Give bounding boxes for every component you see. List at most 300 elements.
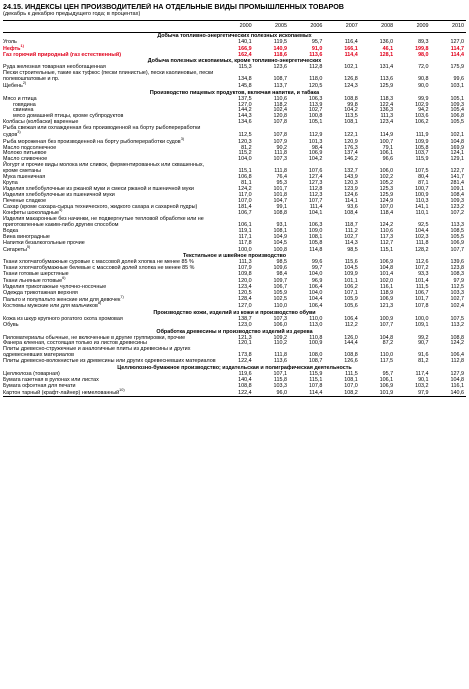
value-cell: 116,1 [380,283,394,290]
value-cell: 100,7 [379,138,394,145]
value-cell: 108,4 [344,210,358,217]
value-cell: 144,4 [344,340,358,347]
row-label-text: Газ горючий природный (газ естественный) [3,51,121,58]
value-cell: 118,4 [380,210,394,217]
value-cell: 111,2 [345,227,358,234]
value-cell: 107,3 [273,315,287,322]
value-cell: 112,7 [380,239,394,246]
value-cell: 140,4 [238,376,252,383]
value-cell: 102,7 [450,296,464,303]
value-cell: 87,2 [382,340,394,347]
value-cell: 127,4 [308,174,323,181]
value-cell: 181,4 [238,203,252,210]
value-cell: 115,6 [344,259,358,266]
value-cell: 115,3 [238,64,252,71]
value-cell: 91,0 [311,45,323,52]
value-cell: 101,7 [415,296,429,303]
value-cell: 110,2 [273,340,287,347]
value-cell: 46,1 [382,45,394,52]
value-cell: 107,2 [415,265,429,272]
value-cell: 98,4 [311,144,323,151]
value-cell: 99,9 [418,95,429,102]
value-cell: 123,4 [379,119,394,126]
value-cell: 113,6 [380,76,394,83]
value-cell: 134,6 [238,119,252,126]
value-cell: 107,5 [415,168,429,175]
row-label-text: Руда железная товарная необогащенная [3,64,106,71]
value-cell: 136,0 [379,38,394,45]
value-cell: 104,9 [273,233,287,240]
value-cell: 102,7 [308,107,323,114]
value-cell: 108,1 [344,119,358,126]
value-cell: 109,3 [450,197,464,204]
value-cell: 104,4 [415,227,429,234]
value-cell: 90,1 [418,376,429,383]
value-cell: 120,1 [238,340,252,347]
value-cell: 99,7 [311,265,323,272]
value-cell: 112,2 [344,321,358,328]
value-cell: 136,3 [379,107,394,114]
value-cell: 125,9 [379,82,394,89]
row-label-text: Бумага офсетная для печати [3,382,76,389]
row-label-text: Мука пшеничная [3,174,46,181]
value-cell: 104,5 [273,239,287,246]
value-cell: 87,1 [418,179,429,186]
table-row [3,139,466,146]
table-row [3,83,466,90]
value-cell: 141,1 [415,203,429,210]
value-cell: 81,1 [241,179,252,186]
value-cell: 96,9 [311,277,323,284]
value-cell: 108,5 [450,227,464,234]
table-row [3,390,466,397]
value-cell: 120,5 [238,289,252,296]
value-cell: 120,5 [308,82,323,89]
value-cell: 103,3 [273,382,287,389]
value-cell: 104,0 [308,289,323,296]
value-cell: 139,6 [450,259,464,266]
value-cell: 98,0 [418,51,429,58]
value-cell: 103,1 [450,82,464,89]
value-cell: 120,8 [273,113,287,120]
section-heading: Целлюлозно-бумажное производство; издательская и полиграфическая деятельность [117,365,352,372]
row-label-text: Сигареты [3,246,27,253]
value-cell: 106,7 [415,289,429,296]
value-cell: 104,0 [238,156,252,163]
footnote-marker: 8) [97,301,102,306]
value-cell: 101,4 [415,277,429,284]
value-cell: 90,8 [418,76,429,83]
value-cell: 104,8 [450,138,464,145]
row-label-text: Рыба свежая или охлажденная без производенной на борту рыбопереработки судов [3,125,201,138]
value-cell: 116,1 [450,382,464,389]
row-label-text: Крупа [3,179,18,186]
value-cell: 100,7 [415,185,429,192]
value-cell: 114,8 [309,246,323,253]
value-cell: 80,4 [418,174,429,181]
row-label-text: Пальто и полупальто женские или для девочек [3,296,121,303]
value-cell: 111,8 [415,239,429,246]
value-cell: 106,2 [344,283,358,290]
value-cell: 127,0 [238,303,252,310]
value-cell: 102,4 [450,303,464,310]
value-cell: 138,7 [238,315,252,322]
value-cell: 106,3 [308,222,323,229]
row-label-text: Кожа из шкур крупного рогатого скота хромовая [3,315,123,322]
value-cell: 127,3 [308,179,323,186]
value-cell: 106,4 [308,283,323,290]
value-cell: 123,0 [238,321,252,328]
value-cell: 114,1 [344,197,358,204]
value-cell: 98,5 [347,246,358,253]
value-cell: 72,0 [418,64,429,71]
value-cell: 104,5 [344,265,358,272]
value-cell: 109,9 [415,138,429,145]
value-cell: 107,8 [308,382,323,389]
value-cell: 122,4 [238,358,252,365]
value-cell: 109,6 [273,265,287,272]
value-cell: 117,3 [380,233,394,240]
value-cell: 104,1 [308,210,323,217]
value-cell: 107,6 [308,168,323,175]
value-cell: 106,1 [379,150,394,157]
value-cell: 140,9 [273,45,287,52]
row-label-text: Обувь [3,321,19,328]
value-cell: 100,8 [308,113,323,120]
value-cell: 108,8 [273,210,287,217]
value-cell: 106,4 [450,352,464,359]
value-cell: 106,9 [379,259,394,266]
value-cell: 107,1 [344,289,358,296]
value-cell: 117,1 [238,233,252,240]
value-cell: 99,6 [453,76,464,83]
value-cell: 109,0 [308,227,323,234]
year-header: 2008 [360,21,395,33]
value-cell: 106,9 [379,382,394,389]
value-cell: 122,7 [450,168,464,175]
row-label-text: Напитки безалкогольные прочие [3,239,85,246]
value-cell: 104,8 [450,376,464,383]
value-cell: 127,9 [450,371,464,378]
value-cell: 114,3 [344,239,358,246]
value-cell: 116,4 [344,38,358,45]
value-cell: 76,4 [276,174,287,181]
value-cell: 173,8 [238,352,252,359]
value-cell: 113,6 [309,51,323,58]
value-cell: 109,1 [415,321,429,328]
value-cell: 117,5 [380,358,394,365]
value-cell: 107,0 [379,203,394,210]
value-cell: 110,0 [309,315,323,322]
value-cell: 169,9 [450,144,464,151]
value-cell: 105,9 [273,289,287,296]
row-label-text: Пески строительные, такие как туфкос (пески плинистые), пески каолиновые, пески полевошпатовые и пр. [3,70,214,83]
value-cell: 106,7 [273,283,287,290]
value-cell: 115,2 [238,150,252,157]
value-cell: 137,5 [238,95,252,102]
value-cell: 106,0 [273,321,287,328]
value-cell: 111,5 [345,371,358,378]
value-cell: 113,2 [450,321,464,328]
value-cell: 119,5 [273,38,287,45]
row-label-text: Колбасы (колбаски) варенные [3,119,79,126]
value-cell: 124,2 [238,185,252,192]
value-cell: 108,7 [273,76,287,83]
value-cell: 119,1 [238,227,252,234]
value-cell: 140,6 [431,390,466,397]
row-label-text: Молоко питьевое [3,150,47,157]
value-cell: 94,2 [418,107,429,114]
value-cell: 102,5 [273,296,287,303]
value-cell: 106,9 [308,150,323,157]
row-label-text: Сахар (кроме сахара-сырца технического, жидкого сахара и сахарной пудры) [3,203,198,210]
value-cell: 281,4 [450,179,464,186]
value-cell: 129,1 [450,156,464,163]
value-cell: 101,8 [273,191,287,198]
value-cell: 124,1 [450,150,464,157]
value-cell: 109,3 [450,101,464,108]
value-cell: 120,3 [344,179,358,186]
row-label-text: Изделия хлебобулочные из ржаной муки и смеси ржаной и пшеничной муки [3,185,194,192]
value-cell: 134,8 [238,76,252,83]
value-cell: 81,2 [418,358,429,365]
value-cell: 110,3 [415,197,429,204]
value-cell: 123,6 [273,64,287,71]
value-cell: 107,0 [238,197,252,204]
value-cell: 118,6 [273,51,287,58]
row-label-text: Ткани льняные готовые [3,277,63,284]
value-cell: 128,4 [238,296,252,303]
value-cell: 112,8 [309,185,323,192]
value-cell: 104,4 [308,296,323,303]
value-cell: 106,1 [379,376,394,383]
value-cell: 112,5 [450,283,464,290]
section-heading: Обработка древесины и производство изделий из дерева [156,328,313,335]
row-label-text: Рыба мороженая без производенной на борту рыбопереработки судов [3,138,181,145]
value-cell: 95,7 [311,38,323,45]
table-body [3,33,466,397]
value-cell: 107,8 [273,119,287,126]
value-cell: 102,9 [415,101,429,108]
value-cell: 123,8 [450,265,464,272]
value-cell: 103,6 [415,113,429,120]
value-cell: 128,2 [415,246,429,253]
value-cell: 101,9 [360,390,395,397]
value-cell: 114,4 [289,390,324,397]
value-cell: 105,9 [344,296,358,303]
header-label-cell [3,21,218,33]
value-cell: 112,9 [309,131,323,138]
year-header: 2007 [324,21,359,33]
footnote-marker: 2) [22,81,27,86]
value-cell: 123,2 [450,203,464,210]
value-cell: 89,3 [418,38,429,45]
value-cell: 110,0 [380,352,394,359]
value-cell: 101,7 [273,185,287,192]
value-cell: 126,6 [344,358,358,365]
row-label-text: Костюмы мужские или для мальчиков [3,303,98,310]
value-cell: 98,5 [276,259,287,266]
value-cell: 110,8 [309,334,323,341]
value-cell: 105,5 [450,233,464,240]
table-row [3,303,466,310]
value-cell: 111,8 [274,168,287,175]
value-cell: 81,2 [241,144,252,151]
value-cell: 100,9 [415,191,429,198]
value-cell: 125,3 [379,185,394,192]
value-cell: 122,4 [218,390,253,397]
value-cell: 176,3 [344,144,358,151]
value-cell: 105,8 [308,239,323,246]
year-header: 2005 [254,21,289,33]
value-cell: 108,1 [308,233,323,240]
row-label-text: Изделия макаронные без начинки, не подвергнутые тепловой обработке или не приготовленные каким-либо другим способом [3,216,204,229]
section-heading-row [3,90,466,97]
year-header: 2009 [395,21,430,33]
value-cell: 107,8 [273,131,287,138]
value-cell: 122,4 [379,101,394,108]
footnote-marker: 4) [58,208,63,213]
value-cell: 127,0 [450,38,464,45]
row-label-text: Плиты древесно-волокнистые из древесины или других одревесневших материалов [3,358,216,365]
value-cell: 102,7 [344,233,358,240]
value-cell: 112,5 [238,131,252,138]
row-label-text: Ткани хлопчатобумажные суровые с массовой долей хлопка не менее 85 % [3,259,194,266]
value-cell: 120,3 [238,138,252,145]
value-cell: 108,8 [238,382,252,389]
value-cell: 99,2 [418,334,429,341]
value-cell: 118,9 [380,289,394,296]
value-cell: 96,0 [254,390,289,397]
row-label [3,217,218,229]
value-cell: 109,9 [344,271,358,278]
value-cell: 106,2 [415,119,429,126]
value-cell: 105,2 [379,179,394,186]
value-cell: 105,1 [308,119,323,126]
value-cell: 113,6 [273,358,287,365]
value-cell: 146,2 [344,156,358,163]
value-cell: 108,2 [324,390,359,397]
value-cell: 93,3 [418,271,429,278]
value-cell: 111,8 [274,150,287,157]
value-cell: 113,7 [273,82,287,89]
value-cell: 104,8 [379,334,394,341]
value-cell: 113,3 [450,222,464,229]
value-cell: 108,1 [273,227,287,234]
value-cell: 118,0 [309,76,323,83]
value-cell: 104,2 [344,107,358,114]
value-cell: 101,4 [379,271,394,278]
value-cell: 105,1 [450,95,464,102]
value-cell: 111,3 [380,113,394,120]
value-cell: 118,3 [380,95,394,102]
value-cell: 100,0 [415,315,429,322]
value-cell: 128,1 [379,51,394,58]
value-cell: 175,9 [450,64,464,71]
value-cell: 115,9 [309,371,323,378]
value-cell: 99,8 [347,101,358,108]
value-cell: 124,2 [379,222,394,229]
value-cell: 111,5 [415,283,429,290]
section-heading: Текстильное и швейное производство [182,253,287,260]
section-heading: Добыча топливно-энергетических полезных ископаемых [157,33,312,39]
row-label-text: Масло подсолнечное [3,144,57,151]
value-cell: 108,0 [308,352,323,359]
value-cell: 106,8 [238,174,252,181]
value-cell: 113,9 [309,101,323,108]
row-label [3,126,218,139]
row-label-text: Конфеты шоколадные [3,210,59,217]
value-cell: 107,7 [308,197,323,204]
value-cell: 101,1 [344,277,358,284]
value-cell: 119,6 [238,371,252,378]
value-cell: 104,2 [308,156,323,163]
value-cell: 106,3 [308,95,323,102]
value-cell: 105,8 [415,144,429,151]
value-cell: 107,7 [379,321,394,328]
value-cell: 145,8 [238,82,252,89]
value-cell: 141,7 [450,174,464,181]
value-cell: 166,1 [344,45,358,52]
value-cell: 106,1 [238,222,252,229]
row-label-text: Нефть [3,45,21,52]
value-cell: 102,0 [379,277,394,284]
row-label-text: Бумага газетная в рулонах или листах [3,376,99,383]
value-cell: 108,1 [344,376,358,383]
row-label-text: Ткани готовые шерстяные [3,271,69,278]
value-cell: 106,4 [308,303,323,310]
value-cell: 124,6 [344,191,358,198]
value-cell: 127,0 [238,101,252,108]
row-label [3,387,218,397]
value-cell: 114,7 [450,45,464,52]
section-heading: Добыча полезных ископаемых, кроме топливно-энергетических [147,58,322,65]
footnote-marker: 3) [17,130,21,135]
value-cell: 107,2 [450,210,464,217]
value-cell: 122,1 [344,131,358,138]
value-cell: 106,9 [450,239,464,246]
value-cell: 111,4 [309,203,323,210]
value-cell: 93,6 [347,203,358,210]
value-cell: 114,4 [344,51,358,58]
value-cell: 99,1 [276,203,287,210]
row-label-text: Уголь [3,38,17,45]
section-heading-row [3,33,466,40]
value-cell: 115,9 [415,156,429,163]
value-cell: 91,6 [418,352,429,359]
value-cell: 107,3 [273,156,287,163]
value-cell: 100,0 [238,246,252,253]
value-cell: 118,2 [273,101,287,108]
footnote-marker: 3) [180,136,185,141]
row-label-text: Ткани хлопчатобумажные белевые с массовой долей хлопка не менее 85 % [3,265,195,272]
value-cell: 107,5 [450,315,464,322]
value-cell: 106,8 [450,113,464,120]
value-cell: 105,4 [450,107,464,114]
value-cell: 108,7 [308,358,323,365]
section-heading: Производство кожи, изделий из кожи и производство обуви [153,309,316,316]
table-row [3,126,466,139]
value-cell: 105,6 [344,303,358,310]
value-cell: 102,3 [415,233,429,240]
value-cell: 104,7 [273,197,287,204]
value-cell: 121,3 [379,303,394,310]
value-cell: 111,8 [274,352,287,359]
value-cell: 79,1 [382,144,394,151]
footnote-marker: 6) [62,276,66,281]
row-label-text: Картон тарный (крафт-лайнер) немелованный [3,389,120,396]
footnote-marker: 10) [119,387,125,392]
